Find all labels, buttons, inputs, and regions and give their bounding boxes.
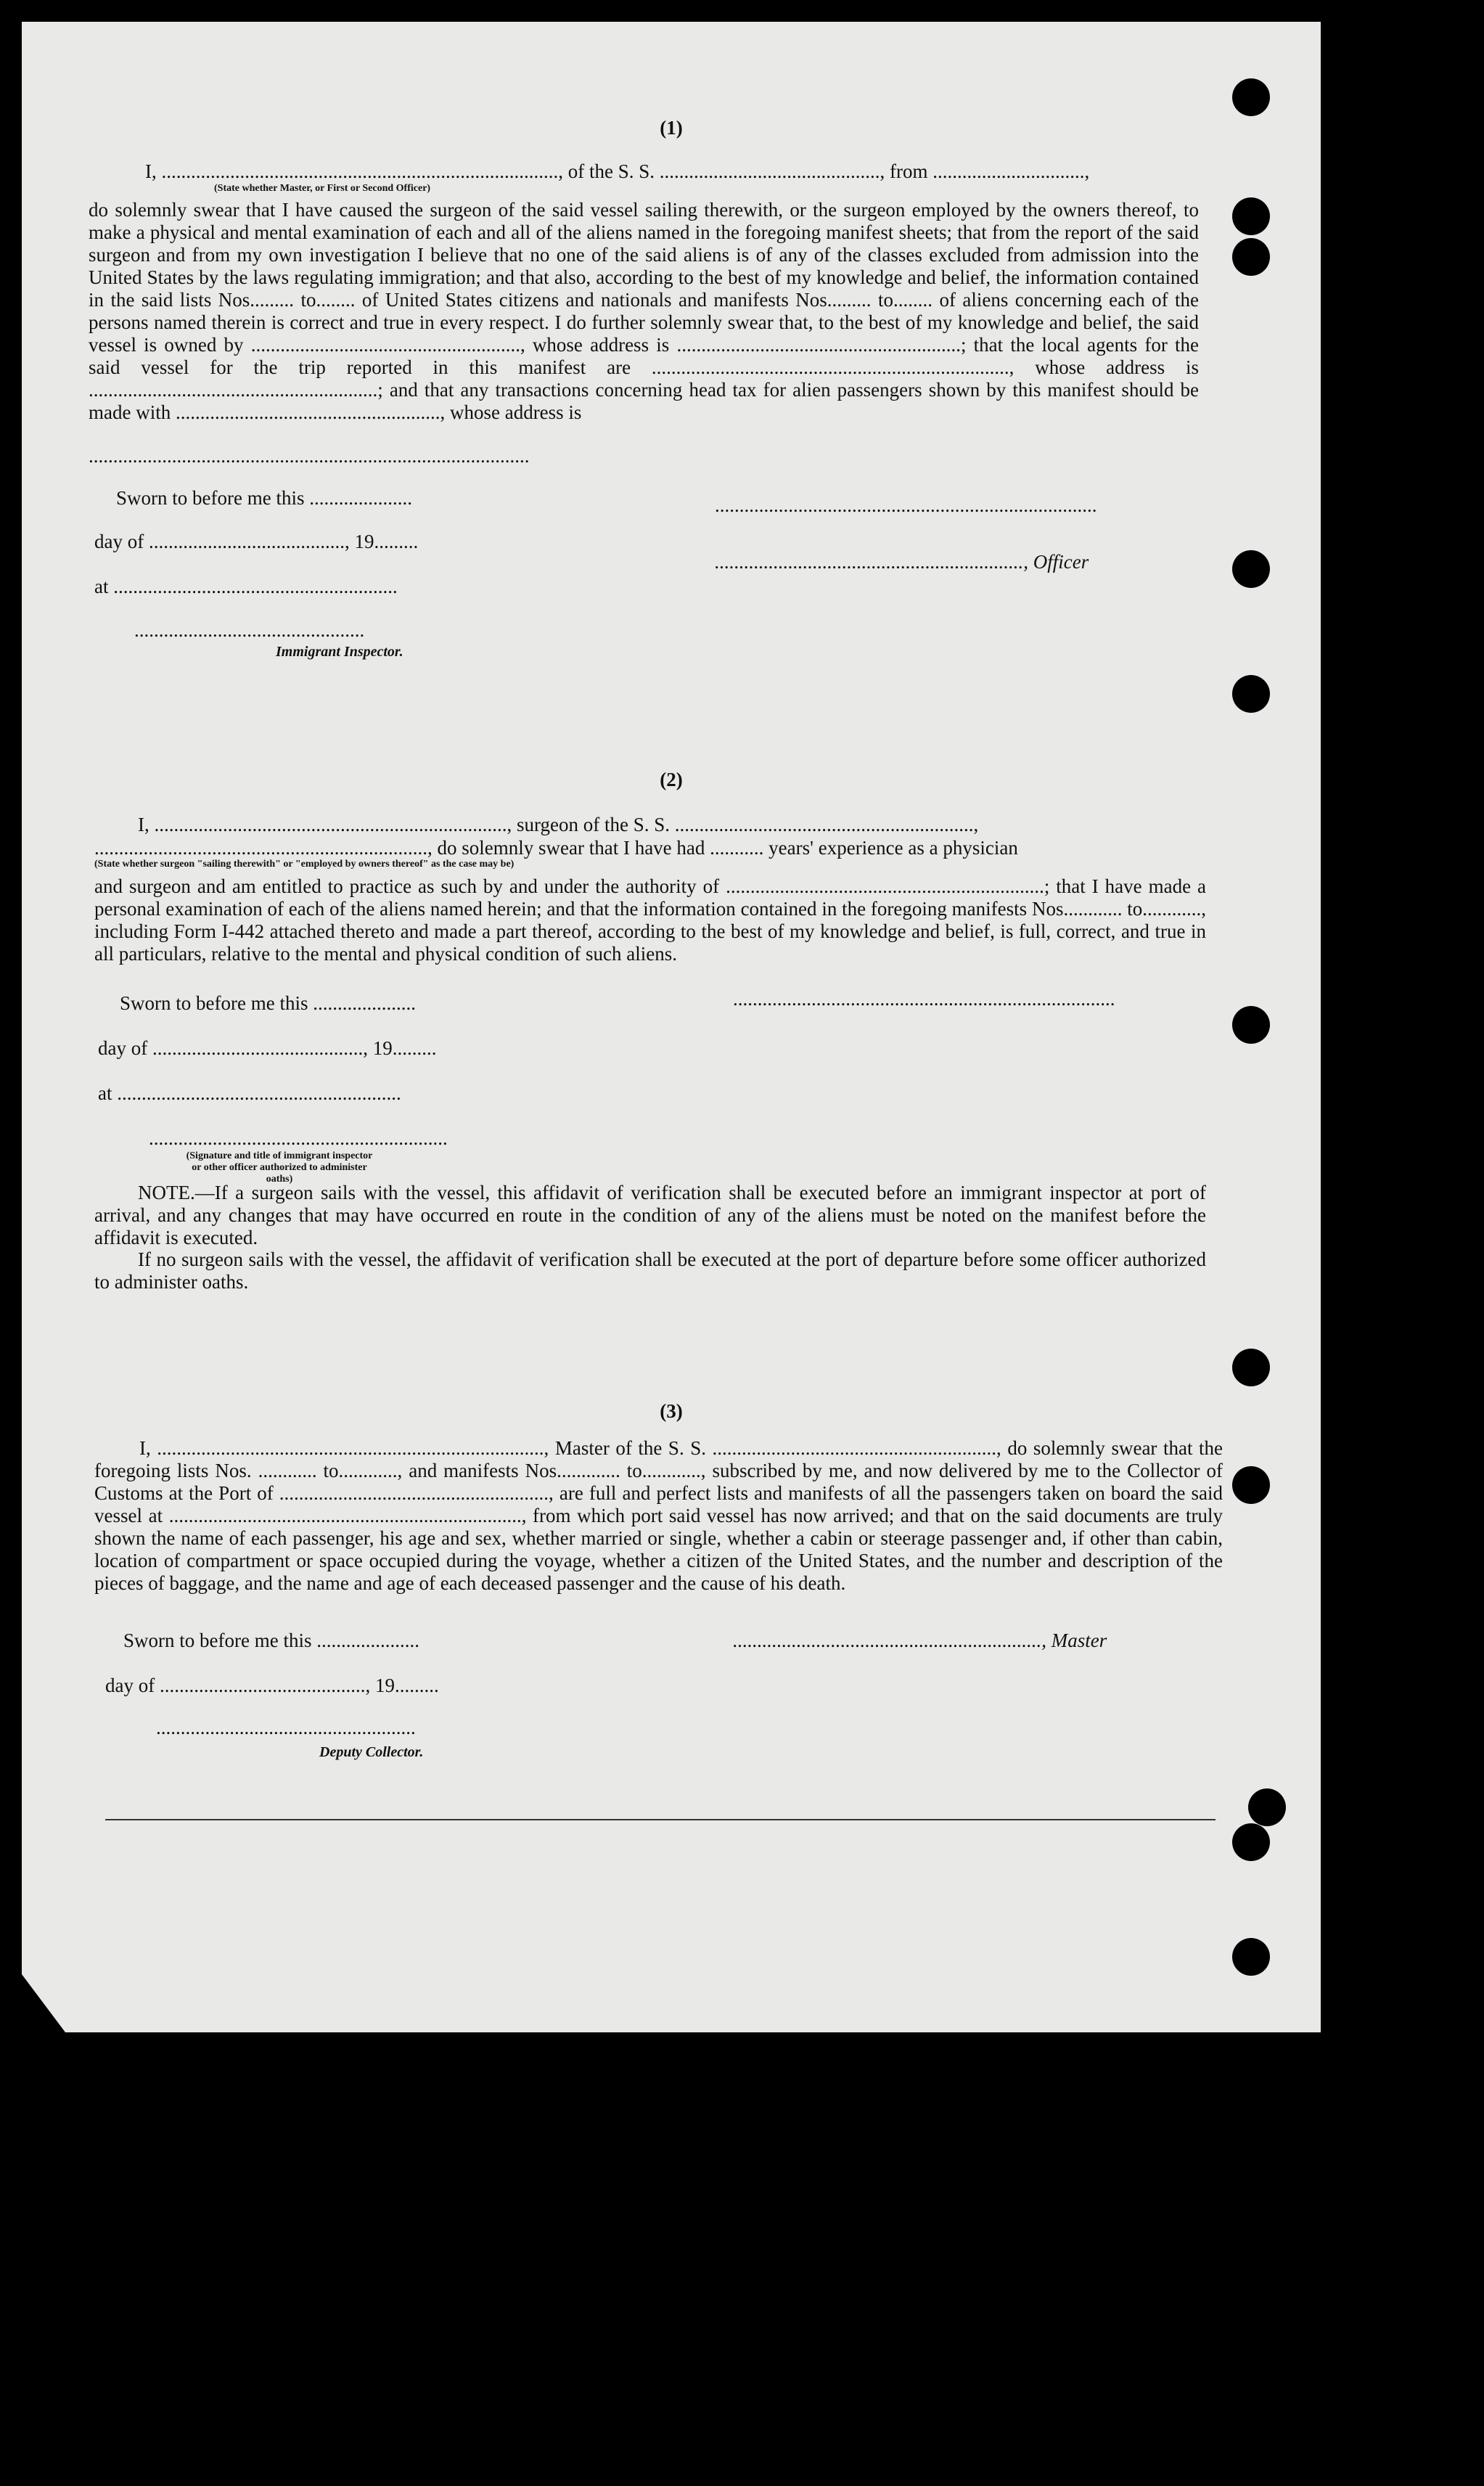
- section-1-number: (1): [660, 117, 683, 139]
- punch-hole: [1232, 1466, 1270, 1504]
- section-2-line2: ...................................................................., do solemnly swear that I have had ........... years' experience as a physician: [94, 837, 1018, 859]
- section-3-number: (3): [660, 1400, 683, 1422]
- punch-hole: [1232, 1006, 1270, 1044]
- master-note: (State whether Master, or First or Second Officer): [214, 183, 431, 194]
- section-1-sworn: Sworn to before me this .....................: [116, 487, 412, 509]
- no-surgeon-paragraph: If no surgeon sails with the vessel, the affidavit of verification shall be executed at the port of departure before some officer authorized to administer oaths.: [94, 1248, 1206, 1293]
- section-2-sign-line: ..............................................................................: [733, 988, 1115, 1010]
- surgeon-note: (State whether surgeon "sailing therewith" or "employed by owners thereof" as the case may be): [94, 859, 515, 870]
- section-1-at: at ..........................................................: [94, 576, 398, 597]
- deputy-collector-label: Deputy Collector.: [319, 1744, 424, 1760]
- master-line: ..............................................................., Master: [733, 1630, 1107, 1651]
- signature-note: (Signature and title of immigrant inspector or other officer authorized to administer oaths): [186, 1150, 373, 1185]
- section-3-body: I, ..............................................................................., Master of the S. S. .........................................................., do solemnly swear that the foregoing lists Nos. ............ to............, and manifests Nos............. to............, subscribed by me, and now delivered by me to the Collector of Customs at the Port of ......................................................., are full and perfect lists and manifests of all the passengers taken on board the said vessel at ........................................................................, from which port said vessel has now arrived; and that on the said documents are truly shown the name of each passenger, his age and sex, whether married or single, whether a cabin or steerage passenger and, if other than cabin, location of compartment or space occupied during the voyage, whether a citizen of the United States, and the number and description of the pieces of baggage, and the name and age of each deceased passenger and the cause of his death.: [94, 1437, 1223, 1594]
- section-1-dots: ..........................................................................................: [89, 445, 530, 467]
- signature-dots: .............................................................: [149, 1127, 448, 1149]
- punch-hole: [1232, 238, 1270, 276]
- manifest-page: [22, 22, 1321, 2032]
- punch-hole: [1232, 1823, 1270, 1861]
- section-3-sworn: Sworn to before me this .....................: [123, 1630, 419, 1651]
- inspector-line: ...............................................: [134, 619, 365, 641]
- punch-hole: [1232, 675, 1270, 713]
- section-1-sign-line: ..............................................................................: [715, 494, 1097, 516]
- section-2-line1: I, ........................................................................, surgeon of the S. S. .............................................................,: [138, 814, 979, 835]
- officer-line: ..............................................................., Officer: [715, 551, 1089, 573]
- immigrant-inspector-label: Immigrant Inspector.: [276, 644, 403, 660]
- punch-hole: [1232, 78, 1270, 116]
- section-2-day: day of ..........................................., 19.........: [98, 1037, 437, 1059]
- punch-hole: [1232, 550, 1270, 588]
- section-2-number: (2): [660, 769, 683, 790]
- section-1-oath-line: I, ................................................................................., of the S. S. ............................................., from ...............................,: [145, 160, 1090, 182]
- punch-hole: [1232, 1938, 1270, 1976]
- surgeon-note-paragraph: NOTE.—If a surgeon sails with the vessel, this affidavit of verification shall be executed before an immigrant inspector at port of arrival, and any changes that may have occurred en route in the condition of any of the aliens must be noted on the manifest before the affidavit is executed.: [94, 1182, 1206, 1248]
- punch-hole: [1232, 197, 1270, 235]
- section-1-body: do solemnly swear that I have caused the surgeon of the said vessel sailing therewith, or the surgeon employed by the owners thereof, to make a physical and mental examination of each and all of the aliens named in the foregoing manifest sheets; that from the report of the said surgeon and from my own investigation I believe that no one of the said aliens is of any of the classes excluded from admission into the United States by the laws regulating immigration; and that also, according to the best of my knowledge and belief, the information contained in the said lists Nos......... to........ of United States citizens and nationals and manifests Nos......... to........ of aliens concerning each of the persons named therein is correct and true in every respect. I do further solemnly swear that, to the best of my knowledge and belief, the said vessel is owned by ......................................................., whose address is ..........................................................; that the local agents for the said vessel for the trip reported in this manifest are ........................................................................., whose address is ...........................................................; and that any transactions concerning head tax for alien passengers shown by this manifest should be made with ......................................................, whose address is: [89, 199, 1199, 423]
- section-3-day: day of .........................................., 19.........: [105, 1675, 439, 1696]
- section-2-sworn: Sworn to before me this .....................: [120, 992, 416, 1014]
- section-2-body: and surgeon and am entitled to practice as such by and under the authority of .................................................................; that I have made a personal examination of each of the aliens named herein; and that the information contained in the foregoing manifests Nos............ to............, including Form I-442 attached thereto and made a part thereof, according to the best of my knowledge and belief, is full, correct, and true in all particulars, relative to the mental and physical condition of such aliens.: [94, 875, 1206, 965]
- corner-notch: [22, 1974, 65, 2032]
- bottom-rule: [105, 1819, 1216, 1820]
- collector-line: .....................................................: [156, 1717, 416, 1738]
- section-2-at: at ..........................................................: [98, 1082, 401, 1104]
- punch-hole: [1232, 1349, 1270, 1386]
- punch-hole: [1248, 1788, 1286, 1826]
- section-1-day: day of ........................................, 19.........: [94, 531, 419, 552]
